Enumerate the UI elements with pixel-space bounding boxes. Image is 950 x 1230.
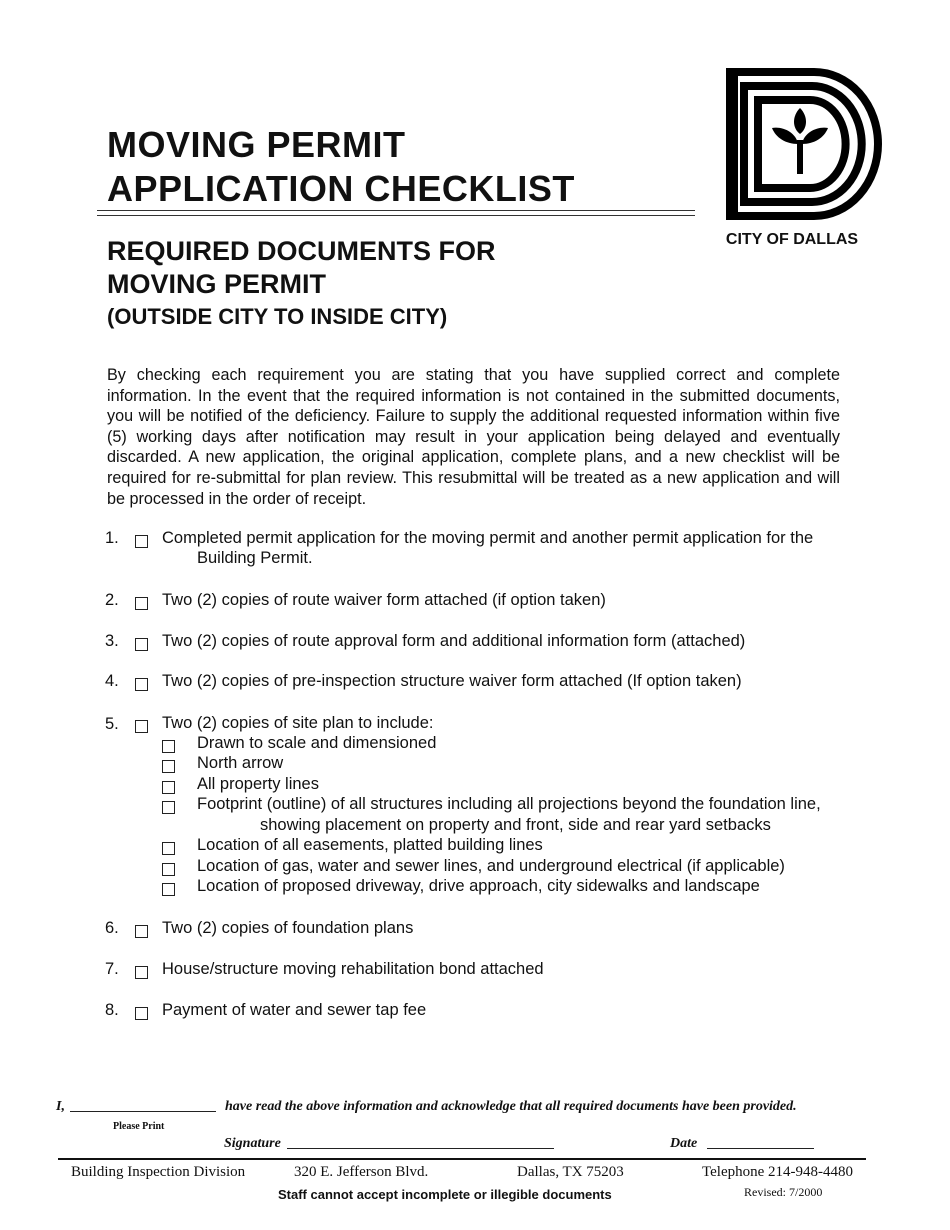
acknowledgement-statement: have read the above information and acknowledge that all required documents have been provided.	[225, 1099, 797, 1114]
subtitle-line3: (OUTSIDE CITY TO INSIDE CITY)	[107, 304, 448, 329]
item-checkbox-7[interactable]	[135, 966, 148, 979]
item-text-3: Two (2) copies of route approval form and additional information form (attached)	[162, 632, 746, 650]
item-number: 1.	[105, 529, 119, 547]
title-rule-bottom	[97, 215, 695, 216]
item-checkbox-6[interactable]	[135, 925, 148, 938]
title-rule-top	[97, 210, 695, 211]
intro-paragraph: By checking each requirement you are stating that you have supplied correct and complete information. In the event that the required information is not contained in the submitted documents, you will be notified of the deficiency. Failure to supply the additional requested information within five (5) working days after notification may result in your application being delayed and eventually discarded. A new application, the original application, complete plans, and a new checklist will be required for re-submittal for plan review. This resubmittal will be treated as a new application and will be processed in the order of receipt.	[107, 366, 840, 508]
subitem-text: North arrow	[197, 754, 284, 772]
subitem-text: Location of gas, water and sewer lines, and underground electrical (if applicable)	[197, 857, 785, 875]
subitem-text: Footprint (outline) of all structures including all projections beyond the foundation line,	[197, 795, 821, 813]
subitem-checkbox[interactable]	[162, 863, 175, 876]
revised-date: Revised: 7/2000	[744, 1185, 823, 1199]
logo-caption: CITY OF DALLAS	[725, 231, 859, 248]
item-checkbox-8[interactable]	[135, 1007, 148, 1020]
name-input-line[interactable]	[70, 1111, 216, 1112]
subitem-checkbox[interactable]	[162, 781, 175, 794]
item-text-2: Two (2) copies of route waiver form attached (if option taken)	[162, 591, 606, 609]
item-number: 5.	[105, 715, 119, 733]
subitem-checkbox[interactable]	[162, 883, 175, 896]
subitem-checkbox[interactable]	[162, 740, 175, 753]
date-input-line[interactable]	[707, 1148, 814, 1149]
subitem-text: All property lines	[197, 775, 319, 793]
acknowledgement-i-label: I,	[56, 1099, 65, 1114]
page-title-line2: APPLICATION CHECKLIST	[107, 168, 575, 209]
page-title-line1: MOVING PERMIT	[107, 124, 406, 165]
item-checkbox-1[interactable]	[135, 535, 148, 548]
signature-label: Signature	[224, 1136, 281, 1151]
footer-notice: Staff cannot accept incomplete or illegible documents	[278, 1187, 612, 1202]
item-text-6: Two (2) copies of foundation plans	[162, 919, 414, 937]
item-text-1-continued: Building Permit.	[197, 549, 313, 567]
footer-city: Dallas, TX 75203	[517, 1164, 624, 1180]
item-number: 4.	[105, 672, 119, 690]
item-checkbox-4[interactable]	[135, 678, 148, 691]
footer-division: Building Inspection Division	[71, 1164, 246, 1180]
subtitle-line1: REQUIRED DOCUMENTS FOR	[107, 236, 496, 266]
subitem-text-continued: showing placement on property and front, side and rear yard setbacks	[260, 816, 771, 834]
item-text-4: Two (2) copies of pre-inspection structure waiver form attached (If option taken)	[162, 672, 742, 690]
subitem-text: Drawn to scale and dimensioned	[197, 734, 437, 752]
subitem-checkbox[interactable]	[162, 842, 175, 855]
city-of-dallas-logo	[722, 68, 882, 220]
date-label: Date	[670, 1136, 698, 1151]
item-number: 2.	[105, 591, 119, 609]
footer-telephone: Telephone 214-948-4480	[702, 1164, 853, 1180]
item-number: 7.	[105, 960, 119, 978]
item-text-8: Payment of water and sewer tap fee	[162, 1001, 427, 1019]
subitem-checkbox[interactable]	[162, 760, 175, 773]
subitem-text: Location of proposed driveway, drive approach, city sidewalks and landscape	[197, 877, 760, 895]
item-text-7: House/structure moving rehabilitation bond attached	[162, 960, 544, 978]
please-print-label: Please Print	[113, 1121, 165, 1132]
item-checkbox-5[interactable]	[135, 720, 148, 733]
item-checkbox-2[interactable]	[135, 597, 148, 610]
subtitle-line2: MOVING PERMIT	[107, 269, 327, 299]
item-text-1: Completed permit application for the moving permit and another permit application for the	[162, 529, 814, 547]
footer-rule	[58, 1158, 866, 1160]
item-checkbox-3[interactable]	[135, 638, 148, 651]
signature-input-line[interactable]	[287, 1148, 554, 1149]
subitem-text: Location of all easements, platted building lines	[197, 836, 543, 854]
footer-address: 320 E. Jefferson Blvd.	[294, 1164, 429, 1180]
subitem-checkbox[interactable]	[162, 801, 175, 814]
item-text-5: Two (2) copies of site plan to include:	[162, 714, 434, 732]
item-number: 8.	[105, 1001, 119, 1019]
item-number: 3.	[105, 632, 119, 650]
item-number: 6.	[105, 919, 119, 937]
